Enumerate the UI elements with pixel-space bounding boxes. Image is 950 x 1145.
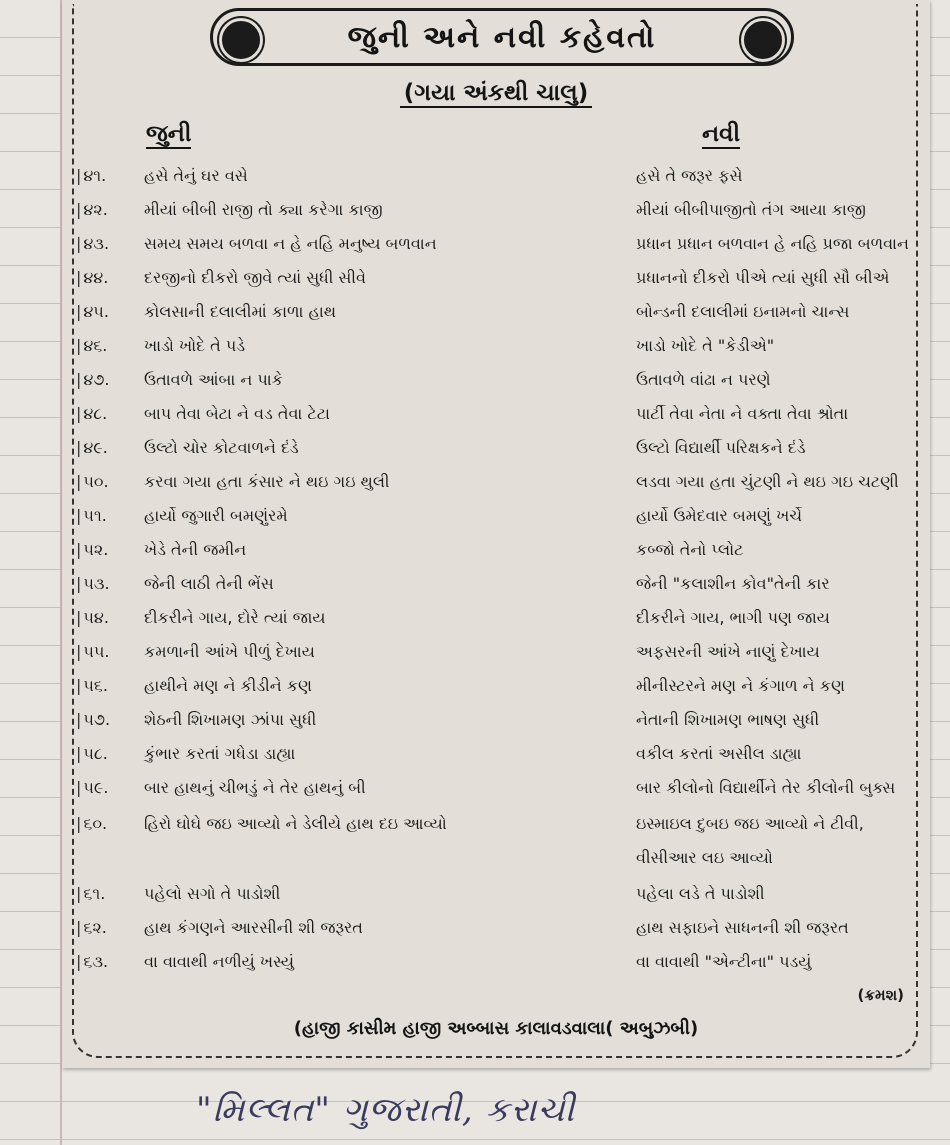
proverb-old: હિરો ઘોઘે જઇ આવ્યો ને ડેલીયે હાથ દઇ આવ્યો — [144, 814, 447, 833]
proverb-number: | ૪૪. — [76, 268, 108, 288]
proverb-old: હાથ કંગણને આરસીની શી જરૂરત — [144, 918, 363, 937]
proverb-row — [62, 534, 930, 568]
proverb-old: કોલસાની દલાલીમાં કાળા હાથ — [144, 302, 337, 321]
proverb-row — [62, 912, 930, 946]
proverb-number: | ૫૬. — [76, 676, 108, 696]
subtitle — [62, 80, 930, 106]
proverb-number: | ૬૩. — [76, 952, 108, 972]
proverb-number: | ૪૧. — [76, 166, 106, 186]
proverb-number: | ૪૭. — [76, 370, 110, 390]
proverb-number: | ૫૦. — [76, 472, 109, 492]
proverb-number: | ૫૮. — [76, 744, 108, 764]
proverb-row — [62, 946, 930, 980]
proverb-number: | ૫૯. — [76, 778, 108, 798]
proverb-old: ખેડે તેની જમીન — [144, 540, 247, 559]
handwritten-source-note: "મિલ્લત" ગુજરાતી, કરાચી — [196, 1090, 576, 1130]
subtitle-text: (ગયા અંકથી ચાલુ) — [400, 80, 592, 108]
proverb-old: સમય સમય બળવા ન હે નહિ મનુષ્ય બળવાન — [144, 234, 437, 253]
proverb-old: દરજીનો દીકરો જીવે ત્યાં સુધી સીવે — [144, 268, 366, 287]
column-header-new: નવી — [702, 121, 741, 147]
proverb-row — [62, 466, 930, 500]
proverb-new: હાથ સફાઇને સાધનની શી જરૂરત — [636, 918, 849, 937]
proverb-old: ખાડો ખોદે તે પડે — [144, 336, 245, 355]
proverb-old: બાપ તેવા બેટા ને વડ તેવા ટેટા — [144, 404, 330, 423]
proverb-old: પહેલો સગો તે પાડોશી — [144, 884, 281, 903]
proverb-new: વા વાવાથી "એન્ટીના" પડયું — [636, 952, 812, 971]
proverb-number: | ૫૧. — [76, 506, 107, 526]
proverb-row — [62, 568, 930, 602]
proverb-new: મીયાં બીબીપાજીતો તંગ આયા કાજી — [636, 200, 866, 219]
proverb-old: હાર્યો જુગારી બમણુંરમે — [144, 506, 288, 525]
proverb-row — [62, 602, 930, 636]
proverb-new: ઉતાવળે વાંઢા ન પરણે — [636, 370, 771, 389]
proverb-row — [62, 772, 930, 806]
proverb-old: મીયાં બીબી રાજી તો ક્યા કરેગા કાજી — [144, 200, 383, 219]
proverb-row — [62, 262, 930, 296]
newspaper-clipping — [62, 0, 930, 1068]
proverb-old: બાર હાથનું ચીભડું ને તેર હાથનું બી — [144, 778, 366, 797]
proverb-new: પહેલા લડે તે પાડોશી — [636, 884, 765, 903]
proverb-old: ઉતાવળે આંબા ન પાકે — [144, 370, 283, 389]
proverb-old: દીકરીને ગાય, દોરે ત્યાં જાય — [144, 608, 326, 627]
proverb-number: | ૫૭. — [76, 710, 110, 730]
proverb-number: | ૫૨. — [76, 540, 108, 560]
proverb-row — [62, 636, 930, 670]
proverb-row — [62, 296, 930, 330]
proverb-new: નેતાની શિખામણ ભાષણ સુધી — [636, 710, 820, 729]
proverb-new: કબ્જો તેનો પ્લોટ — [636, 540, 744, 559]
proverb-old: વા વાવાથી નળીયું ખસ્યું — [144, 952, 295, 971]
author-credit: (હાજી કાસીમ હાજી અબ્બાસ કાલાવડવાલા( અબુઝબી) — [293, 1018, 699, 1039]
proverb-new: લડવા ગયા હતા ચુંટણી ને થઇ ગઇ ચટણી — [636, 472, 899, 491]
proverb-new: પ્રધાનનો દીકરો પીએ ત્યાં સુધી સૌ બીએ — [636, 268, 890, 287]
proverb-number: | ૪૬. — [76, 336, 107, 356]
proverb-new: ઉલ્ટો વિદ્યાર્થી પરિક્ષકને દંડે — [636, 438, 806, 457]
column-header-old: જુની — [146, 121, 192, 147]
proverb-number: | ૬૦. — [76, 814, 107, 834]
proverb-row — [62, 500, 930, 534]
continued-note: (ક્રમશ) — [857, 986, 904, 1004]
proverb-number: | ૪૯. — [76, 438, 108, 458]
proverb-number: | ૬૧. — [76, 884, 105, 904]
proverb-number: | ૫૪. — [76, 608, 109, 628]
proverb-new: બોન્ડની દલાલીમાં ઇનામનો ચાન્સ — [636, 302, 850, 321]
proverb-row — [62, 364, 930, 398]
proverb-old: કરવા ગયા હતા કંસાર ને થઇ ગઇ થુલી — [144, 472, 390, 491]
proverb-row — [62, 738, 930, 772]
proverb-number: | ૫૫. — [76, 642, 110, 662]
proverb-new: વકીલ કરતાં અસીલ ડાહ્યા — [636, 744, 802, 763]
proverb-row — [62, 330, 930, 364]
proverb-new: મીનીસ્ટરને મણ ને કંગાળ ને કણ — [636, 676, 845, 695]
proverb-new: અફસરની આંખે નાણું દેખાય — [636, 642, 820, 661]
proverb-old: કમળાની આંખે પીળું દેખાય — [144, 642, 315, 661]
proverb-row — [62, 432, 930, 466]
proverb-new: ખાડો ખોદે તે "કેડીએ" — [636, 336, 775, 355]
proverb-new: દીકરીને ગાય, ભાગી પણ જાય — [636, 608, 830, 627]
proverb-old: હસે તેનું ઘર વસે — [144, 166, 248, 185]
page-title: જુની અને નવી કહેવતો — [347, 19, 657, 55]
ornament-ball-right — [741, 18, 785, 62]
proverb-number: | ૪૨. — [76, 200, 108, 220]
ornament-ball-left — [219, 18, 263, 62]
proverb-row — [62, 160, 930, 194]
proverb-row — [62, 878, 930, 912]
proverb-old: કુંભાર કરતાં ગધેડા ડાહ્યા — [144, 744, 296, 763]
proverb-new: હાર્યો ઉમેદવાર બમણું ખર્ચે — [636, 506, 803, 525]
proverb-old: જેની લાઠી તેની ભેંસ — [144, 574, 274, 593]
proverb-old: શેઠની શિખામણ ઝાંપા સુધી — [144, 710, 317, 729]
title-banner — [210, 8, 794, 66]
proverb-new: હસે તે જરૂર ફસે — [636, 166, 743, 185]
proverb-new: બાર કીલોનો વિદ્યાર્થીને તેર કીલોની બુક્સ — [636, 778, 896, 797]
proverb-number: | ૪૫. — [76, 302, 109, 322]
proverb-row — [62, 704, 930, 738]
proverb-row — [62, 228, 930, 262]
proverb-old: હાથીને મણ ને કીડીને કણ — [144, 676, 312, 695]
proverb-row — [62, 398, 930, 432]
proverb-new: ઇસ્માઇલ દુબઇ જઇ આવ્યો ને ટીવી, — [636, 814, 864, 833]
proverb-row — [62, 194, 930, 228]
proverb-new: જેની "કલાશીન કોવ"તેની કાર — [636, 574, 830, 593]
proverb-new-continued: વીસીઆર લઇ આવ્યો — [636, 848, 773, 867]
proverb-new: પ્રધાન પ્રધાન બળવાન હે નહિ પ્રજા બળવાન — [636, 234, 909, 253]
proverb-number: | ૬૨. — [76, 918, 107, 938]
proverb-row — [62, 808, 930, 867]
proverb-old: ઉલ્ટો ચોર કોટવાળને દંડે — [144, 438, 299, 457]
proverb-row — [62, 670, 930, 704]
proverb-number: | ૫૩. — [76, 574, 110, 594]
proverb-new: પાર્ટી તેવા નેતા ને વક્તા તેવા શ્રોતા — [636, 404, 849, 423]
proverb-number: | ૪૮. — [76, 404, 107, 424]
proverb-number: | ૪૩. — [76, 234, 109, 254]
